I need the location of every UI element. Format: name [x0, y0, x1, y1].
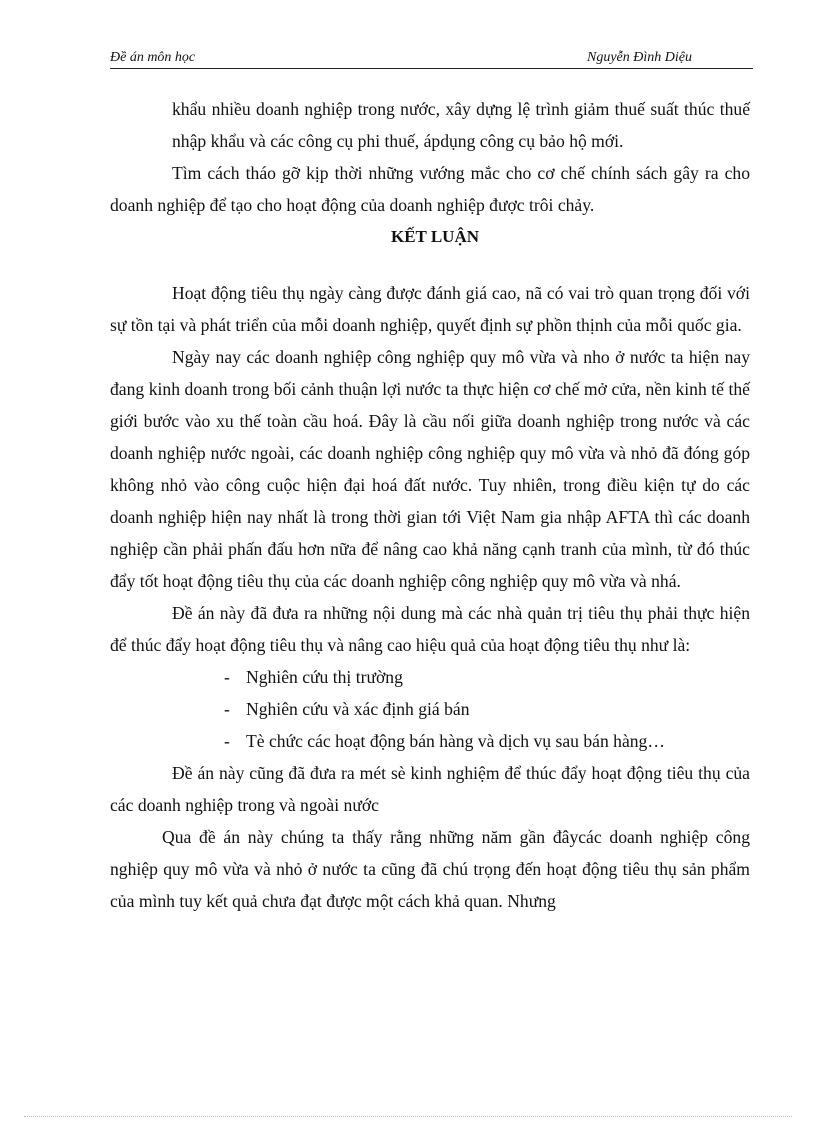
- list-item: [110, 693, 750, 725]
- header-author-name: Nguyễn Đình Diệu: [587, 50, 692, 65]
- page-bottom-divider: [24, 1116, 792, 1117]
- paragraph-continuation: [110, 93, 750, 157]
- paragraph: Đề án này cũng đã đưa ra mét sè kinh nghiệm để thúc đẩy hoạt động tiêu thụ của các doanh nghiệp trong và ngoài nước: [110, 763, 750, 815]
- paragraph: Tìm cách tháo gỡ kịp thời những vướng mắc cho cơ chế chính sách gây ra cho doanh nghiệp để tạo cho hoạt động của doanh nghiệp được trôi chảy.: [110, 163, 750, 215]
- bullet-list: [110, 661, 750, 757]
- paragraph: Ngày nay các doanh nghiệp công nghiệp quy mô vừa và nho ở nước ta hiện nay đang kinh doanh trong bối cảnh thuận lợi nước ta thực hiện cơ chế mở cửa, nền kinh tế thế giới bước vào xu thế toàn cầu hoá. Đây là cầu nối giữa doanh nghiệp trong nước và các doanh nghiệp nước ngoài, các doanh nghiệp công nghiệp quy mô vừa và nhỏ đã đóng góp không nhỏ vào công cuộc hiện đại hoá đất nước. Tuy nhiên, trong điều kiện tự do các doanh nghiệp hiện nay nhất là trong thời gian tới Việt Nam gia nhập AFTA thì các doanh nghiệp cần phải phấn đấu hơn nữa để nâng cao khả năng cạnh tranh của mình, từ đó thúc đẩy tốt hoạt động tiêu thụ của các doanh nghiệp công nghiệp quy mô vừa và nhá.: [110, 347, 750, 591]
- list-item-text: Tè chức các hoạt động bán hàng và dịch vụ sau bán hàng…: [246, 731, 665, 751]
- page-header: [110, 48, 753, 69]
- list-item: [110, 661, 750, 693]
- document-body: [110, 93, 750, 917]
- list-marker: -: [224, 667, 230, 687]
- paragraph: Hoạt động tiêu thụ ngày càng được đánh giá cao, nã có vai trò quan trọng đối với sự tồn tại và phát triển của mỗi doanh nghiệp, quyết định sự phồn thịnh của mỗi quốc gia.: [110, 283, 750, 335]
- list-item: [110, 725, 750, 757]
- header-course-title: Đề án môn học: [110, 50, 196, 65]
- section-title-conclusion: KẾT LUẬN: [390, 227, 479, 246]
- paragraph: Đề án này đã đưa ra những nội dung mà các nhà quản trị tiêu thụ phải thực hiện để thúc đẩy hoạt động tiêu thụ và nâng cao hiệu quả của hoạt động tiêu thụ như là:: [110, 603, 750, 655]
- list-marker: -: [224, 699, 230, 719]
- paragraph-text: khẩu nhiều doanh nghiệp trong nước, xây dựng lệ trình giảm thuế suất thúc thuế nhập khẩu và các công cụ phi thuế, ápdụng công cụ bảo hộ mới.: [172, 99, 750, 151]
- paragraph: Qua đề án này chúng ta thấy rằng những năm gần đâycác doanh nghiệp công nghiệp quy mô vừa và nhỏ ở nước ta cũng đã chú trọng đến hoạt động tiêu thụ sản phẩm của mình tuy kết quả chưa đạt được một cách khả quan. Nhưng: [110, 827, 750, 911]
- list-item-text: Nghiên cứu thị trường: [246, 667, 403, 687]
- list-marker: -: [224, 731, 230, 751]
- list-item-text: Nghiên cứu và xác định giá bán: [246, 699, 470, 719]
